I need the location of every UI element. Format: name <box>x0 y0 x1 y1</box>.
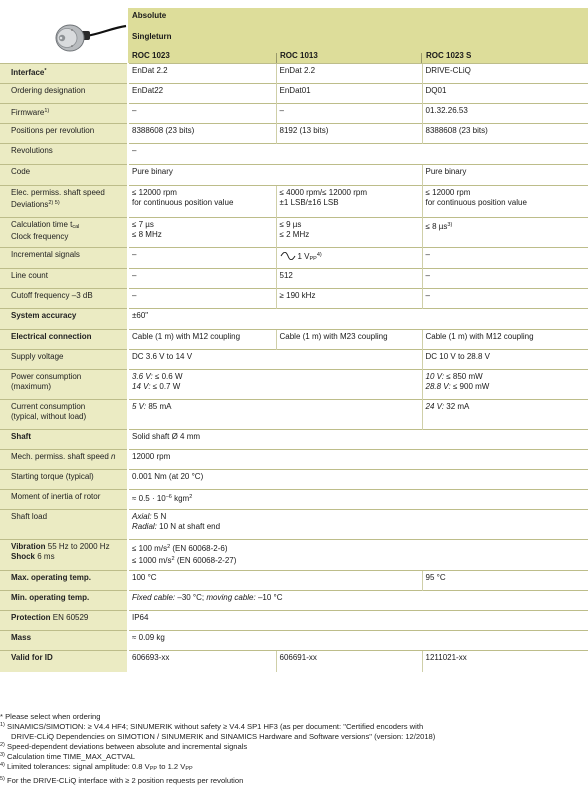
value-text: ≤ 2 MHz <box>279 230 310 239</box>
footnote-mark: 1) <box>0 722 5 729</box>
row-label-text: Incremental signals <box>11 250 80 259</box>
table-row <box>0 269 588 289</box>
value-text: 512 <box>279 271 293 280</box>
row-label-text: Min. operating temp. <box>11 593 90 602</box>
row-label <box>0 144 128 165</box>
row-label-line2: Clock frequency <box>11 232 69 241</box>
value-tail: kgm <box>171 494 190 503</box>
value-cell <box>128 186 276 218</box>
table-row <box>0 510 588 540</box>
value-text: 100 °C <box>132 573 157 582</box>
footnote-mark: * <box>0 712 3 721</box>
value-cell <box>128 124 276 144</box>
value-sub: PP <box>309 256 317 262</box>
value-cell <box>128 289 276 309</box>
value-text: – <box>132 271 137 280</box>
value-text: 8388608 (23 bits) <box>425 126 488 135</box>
value-text: 606691-xx <box>279 653 317 662</box>
value-text: – <box>132 250 137 259</box>
value-text: ≤ 850 mW <box>444 372 483 381</box>
row-label-text: Valid for ID <box>11 653 53 662</box>
value-cell <box>422 104 588 124</box>
value-text: ±60" <box>132 311 149 320</box>
row-label <box>0 350 128 370</box>
value-sup: 2 <box>171 556 175 562</box>
value-cell <box>276 269 422 289</box>
value-cell <box>128 165 422 186</box>
row-label-text: Elec. permiss. shaft speed <box>11 188 105 197</box>
table-row <box>0 165 588 186</box>
row-label <box>0 470 128 490</box>
value-cell <box>128 330 276 350</box>
value-text: 95 °C <box>425 573 446 582</box>
row-label-text: Shaft <box>11 432 31 441</box>
row-label <box>0 248 128 269</box>
value-text: Axial: <box>132 512 152 521</box>
value-text: –30 °C; <box>175 593 207 602</box>
value-cell <box>422 400 588 430</box>
product-roc-1013: ROC 1013 <box>280 51 318 60</box>
value-text: EnDat 2.2 <box>279 66 316 75</box>
row-label-line2: (typical, without load) <box>11 412 87 421</box>
table-row <box>0 430 588 450</box>
value-cell <box>128 450 588 470</box>
value-cell <box>128 591 588 611</box>
row-label-text: Electrical connection <box>11 332 92 341</box>
table-row <box>0 470 588 490</box>
value-text: 10 N at shaft end <box>156 522 221 531</box>
value-cell <box>422 218 588 248</box>
value-cell <box>422 248 588 269</box>
value-text: – <box>132 106 137 115</box>
value-text: ≈ 0.09 kg <box>132 633 165 642</box>
row-label <box>0 591 128 611</box>
value-text: for continuous position value <box>132 198 234 207</box>
value-cell <box>276 289 422 309</box>
value-text: ≤ 0.6 W <box>152 372 183 381</box>
value-cell <box>128 571 422 591</box>
value-cell <box>128 510 588 540</box>
row-label <box>0 611 128 631</box>
row-label <box>0 430 128 450</box>
footnote-text: DRIVE-CLiQ Dependencies on SIMOTION / SINUMERIK and SINAMICS Hardware and Software versions" (version: 12/2018) <box>11 731 436 741</box>
value-text: 01.32.26.53 <box>425 106 468 115</box>
value-cell <box>128 470 588 490</box>
value-text: ≤ 900 mW <box>450 382 490 391</box>
table-row <box>0 631 588 651</box>
row-label <box>0 450 128 470</box>
value-text: 0.001 Nm (at 20 °C) <box>132 472 204 481</box>
footnote <box>0 761 588 774</box>
value-cell <box>422 64 588 84</box>
row-label-text: Current consumption <box>11 402 86 411</box>
value-cell <box>128 651 276 672</box>
value-text: 8192 (13 bits) <box>279 126 329 135</box>
value-cell <box>276 186 422 218</box>
value-cell <box>128 540 588 571</box>
value-text: ±1 LSB/±16 LSB <box>279 198 339 207</box>
value-text: ≤ 1000 m/s <box>132 556 172 565</box>
value-cell <box>128 631 588 651</box>
row-label-text: System accuracy <box>11 311 77 320</box>
row-label <box>0 490 128 510</box>
value-text: IP64 <box>132 613 149 622</box>
table-row <box>0 611 588 631</box>
row-label <box>0 400 128 430</box>
value-cell <box>422 571 588 591</box>
value-text: Cable (1 m) with M23 coupling <box>279 332 388 341</box>
value-text: ≥ 190 kHz <box>279 291 316 300</box>
row-label-text: Line count <box>11 271 48 280</box>
table-row <box>0 218 588 248</box>
row-label <box>0 540 128 571</box>
value-text: Cable (1 m) with M12 coupling <box>132 332 241 341</box>
footnote-mark: 2) <box>0 741 5 748</box>
value-cell <box>422 84 588 104</box>
value-cell <box>128 104 276 124</box>
row-label-text: Moment of inertia of rotor <box>11 492 101 501</box>
value-text: 1211021-xx <box>425 653 467 662</box>
value-text: Cable (1 m) with M12 coupling <box>425 332 534 341</box>
value-cell <box>128 611 588 631</box>
row-label-sub: cal <box>72 224 80 230</box>
row-label-line2: Shock <box>11 552 36 561</box>
footnote-mark: 4) <box>0 762 5 769</box>
value-cell <box>422 186 588 218</box>
row-label <box>0 631 128 651</box>
value-text: DQ01 <box>425 86 447 95</box>
table-row <box>0 571 588 591</box>
table-row <box>0 350 588 370</box>
value-text: 5 N <box>151 512 167 521</box>
row-label-text: Vibration <box>11 542 46 551</box>
row-label-text: Firmware <box>11 108 45 117</box>
value-text: – <box>132 291 137 300</box>
table-row <box>0 540 588 571</box>
row-label-text: Shaft load <box>11 512 48 521</box>
footnote-mark: 3) <box>0 752 5 759</box>
table-row <box>0 591 588 611</box>
row-label-tail: EN 60529 <box>50 613 89 622</box>
footnote <box>0 712 588 721</box>
row-label-text: Calculation time t <box>11 220 73 229</box>
value-text: 85 mA <box>146 402 172 411</box>
row-label <box>0 370 128 400</box>
specifications-table <box>0 63 588 672</box>
value-cell <box>128 490 588 510</box>
footnote-text: SINAMICS/SIMOTION: ≥ V4.4 HF4; SINUMERIK without safety ≥ V4.4 SP1 HF3 (as per document: "Certified encoders with <box>7 722 424 732</box>
value-text: Fixed cable: <box>132 593 176 602</box>
value-cell <box>422 651 588 672</box>
row-label-text: Max. operating temp. <box>11 573 92 582</box>
value-cell <box>128 430 588 450</box>
row-label <box>0 165 128 186</box>
value-cell <box>128 218 276 248</box>
value-cell <box>422 330 588 350</box>
table-row <box>0 248 588 269</box>
footnote-text: Limited tolerances: signal amplitude: 0.8 V <box>7 762 150 772</box>
table-row <box>0 400 588 430</box>
value-cell <box>128 350 422 370</box>
table-row <box>0 124 588 144</box>
value-text: 14 V: <box>132 382 151 391</box>
row-label-text: Cutoff frequency –3 dB <box>11 291 93 300</box>
row-label-footnote: * <box>44 68 47 74</box>
value-cell <box>276 218 422 248</box>
table-row <box>0 309 588 330</box>
value-cell <box>276 84 422 104</box>
row-label-text: Code <box>11 167 31 176</box>
value-text: 3.6 V: <box>132 372 153 381</box>
value-text: 5 V: <box>132 402 147 411</box>
value-cell <box>276 124 422 144</box>
value-text: 1 V <box>297 252 310 261</box>
value-text: ≤ 7 µs <box>132 220 154 229</box>
value-text: 8388608 (23 bits) <box>132 126 195 135</box>
row-label-tail: 55 Hz to 2000 Hz <box>45 542 110 551</box>
row-label-text: Mass <box>11 633 32 642</box>
row-label-text: Revolutions <box>11 146 53 155</box>
row-label <box>0 651 128 672</box>
row-label-text: Mech. permiss. shaft speed <box>11 452 109 461</box>
row-label-text: Protection <box>11 613 51 622</box>
row-label-footnote: 2) 5) <box>48 200 60 206</box>
header-absolute: Absolute <box>132 11 167 20</box>
table-row <box>0 370 588 400</box>
product-roc-1023s: ROC 1023 S <box>426 51 472 60</box>
row-label-line2: (maximum) <box>11 382 51 391</box>
value-cell <box>276 651 422 672</box>
value-text: EnDat22 <box>132 86 164 95</box>
value-cell <box>422 350 588 370</box>
footnote-text: to 1.2 V <box>157 762 186 772</box>
footnote-mark: 5) <box>0 775 5 782</box>
value-text: – <box>425 271 430 280</box>
row-label-text: Starting torque (typical) <box>11 472 94 481</box>
row-label <box>0 571 128 591</box>
value-text: Solid shaft Ø 4 mm <box>132 432 201 441</box>
value-text: moving cable: <box>206 593 256 602</box>
table-row <box>0 330 588 350</box>
footnote-text: Please select when ordering <box>5 712 101 721</box>
value-cell <box>276 104 422 124</box>
value-cell <box>128 309 588 330</box>
value-text: Pure binary <box>425 167 467 176</box>
value-text: – <box>425 291 430 300</box>
value-sup: 2 <box>189 494 193 500</box>
row-label-tail: 6 ms <box>35 552 55 561</box>
row-label <box>0 510 128 540</box>
value-cell <box>422 370 588 400</box>
value-text: EnDat01 <box>279 86 311 95</box>
value-text: ≤ 8 MHz <box>132 230 162 239</box>
row-label-text: Ordering designation <box>11 86 86 95</box>
footnotes <box>0 712 588 785</box>
footnote-text: For the DRIVE-CLiQ interface with ≥ 2 position requests per revolution <box>7 775 244 785</box>
row-label-footnote: 1) <box>44 108 50 114</box>
value-text: –10 °C <box>255 593 283 602</box>
row-label <box>0 104 128 124</box>
value-tail: (EN 60068-2-27) <box>174 556 237 565</box>
value-text: 28.8 V: <box>425 382 451 391</box>
row-label <box>0 330 128 350</box>
value-text: Radial: <box>132 522 157 531</box>
value-cell <box>128 400 422 430</box>
value-text: ≤ 100 m/s <box>132 544 168 553</box>
value-cell <box>128 269 276 289</box>
value-footnote: –6 <box>165 494 172 500</box>
table-row <box>0 64 588 84</box>
footnote <box>0 775 588 785</box>
value-text: 10 V: <box>425 372 445 381</box>
table-row <box>0 289 588 309</box>
row-label-text: Interface <box>11 68 45 77</box>
footnote-sub: PP <box>149 766 158 773</box>
footnote <box>0 732 588 741</box>
table-header <box>0 0 588 63</box>
value-cell <box>422 165 588 186</box>
footnote <box>0 741 588 751</box>
row-label <box>0 186 128 218</box>
table-row <box>0 186 588 218</box>
sine-wave-icon <box>280 252 296 260</box>
value-cell <box>276 64 422 84</box>
value-cell <box>128 248 276 269</box>
value-text: – <box>279 106 284 115</box>
header-singleturn: Singleturn <box>132 32 172 41</box>
footnote-sub: PP <box>185 766 193 773</box>
value-cell <box>422 124 588 144</box>
value-text: for continuous position value <box>425 198 527 207</box>
value-footnote: 4) <box>316 252 322 258</box>
header-band <box>128 8 588 63</box>
row-label-text: Positions per revolution <box>11 126 95 135</box>
value-text: 24 V: <box>425 402 445 411</box>
value-text: 606693-xx <box>132 653 170 662</box>
row-label <box>0 289 128 309</box>
table-row <box>0 144 588 165</box>
row-label <box>0 269 128 289</box>
value-cell <box>128 64 276 84</box>
value-cell <box>128 144 588 165</box>
value-cell <box>276 248 422 269</box>
row-label-text: Power consumption <box>11 372 82 381</box>
row-label <box>0 309 128 330</box>
value-text: EnDat 2.2 <box>132 66 168 75</box>
row-label <box>0 84 128 104</box>
table-row <box>0 104 588 124</box>
value-text: ≈ 0.5 · 10 <box>132 494 166 503</box>
value-text: – <box>132 146 137 155</box>
row-label-line2: Deviations <box>11 200 49 209</box>
value-text: ≤ 8 µs <box>425 222 448 231</box>
value-sup: 2 <box>167 544 171 550</box>
value-cell <box>128 370 422 400</box>
row-label <box>0 124 128 144</box>
product-roc-1023: ROC 1023 <box>132 51 170 60</box>
value-footnote: 3) <box>447 222 453 228</box>
table-row <box>0 490 588 510</box>
row-label-text: Supply voltage <box>11 352 64 361</box>
value-cell <box>422 289 588 309</box>
row-label <box>0 64 128 84</box>
value-cell <box>128 84 276 104</box>
encoder-product-image <box>0 6 128 64</box>
value-tail: (EN 60068-2-6) <box>170 544 228 553</box>
value-text: DC 10 V to 28.8 V <box>425 352 490 361</box>
value-text: – <box>425 250 430 259</box>
value-text: ≤ 12000 rpm <box>425 188 471 197</box>
value-text: 32 mA <box>444 402 470 411</box>
footnote <box>0 751 588 761</box>
row-label <box>0 218 128 248</box>
table-row <box>0 651 588 672</box>
value-text: 12000 rpm <box>132 452 171 461</box>
footnote-text: Speed-dependent deviations between absolute and incremental signals <box>7 741 248 751</box>
value-text: ≤ 12000 rpm <box>132 188 177 197</box>
value-text: DC 3.6 V to 14 V <box>132 352 193 361</box>
value-text: Pure binary <box>132 167 173 176</box>
value-text: ≤ 4000 rpm/≤ 12000 rpm <box>279 188 367 197</box>
value-text: DRIVE-CLiQ <box>425 66 471 75</box>
value-text: ≤ 0.7 W <box>150 382 181 391</box>
value-cell <box>422 269 588 289</box>
table-row <box>0 450 588 470</box>
footnote-text: Calculation time TIME_MAX_ACTVAL <box>7 752 136 762</box>
value-cell <box>276 330 422 350</box>
table-row <box>0 84 588 104</box>
footnote <box>0 721 588 731</box>
row-label-italic: n <box>108 452 116 461</box>
value-text: ≤ 9 µs <box>279 220 302 229</box>
